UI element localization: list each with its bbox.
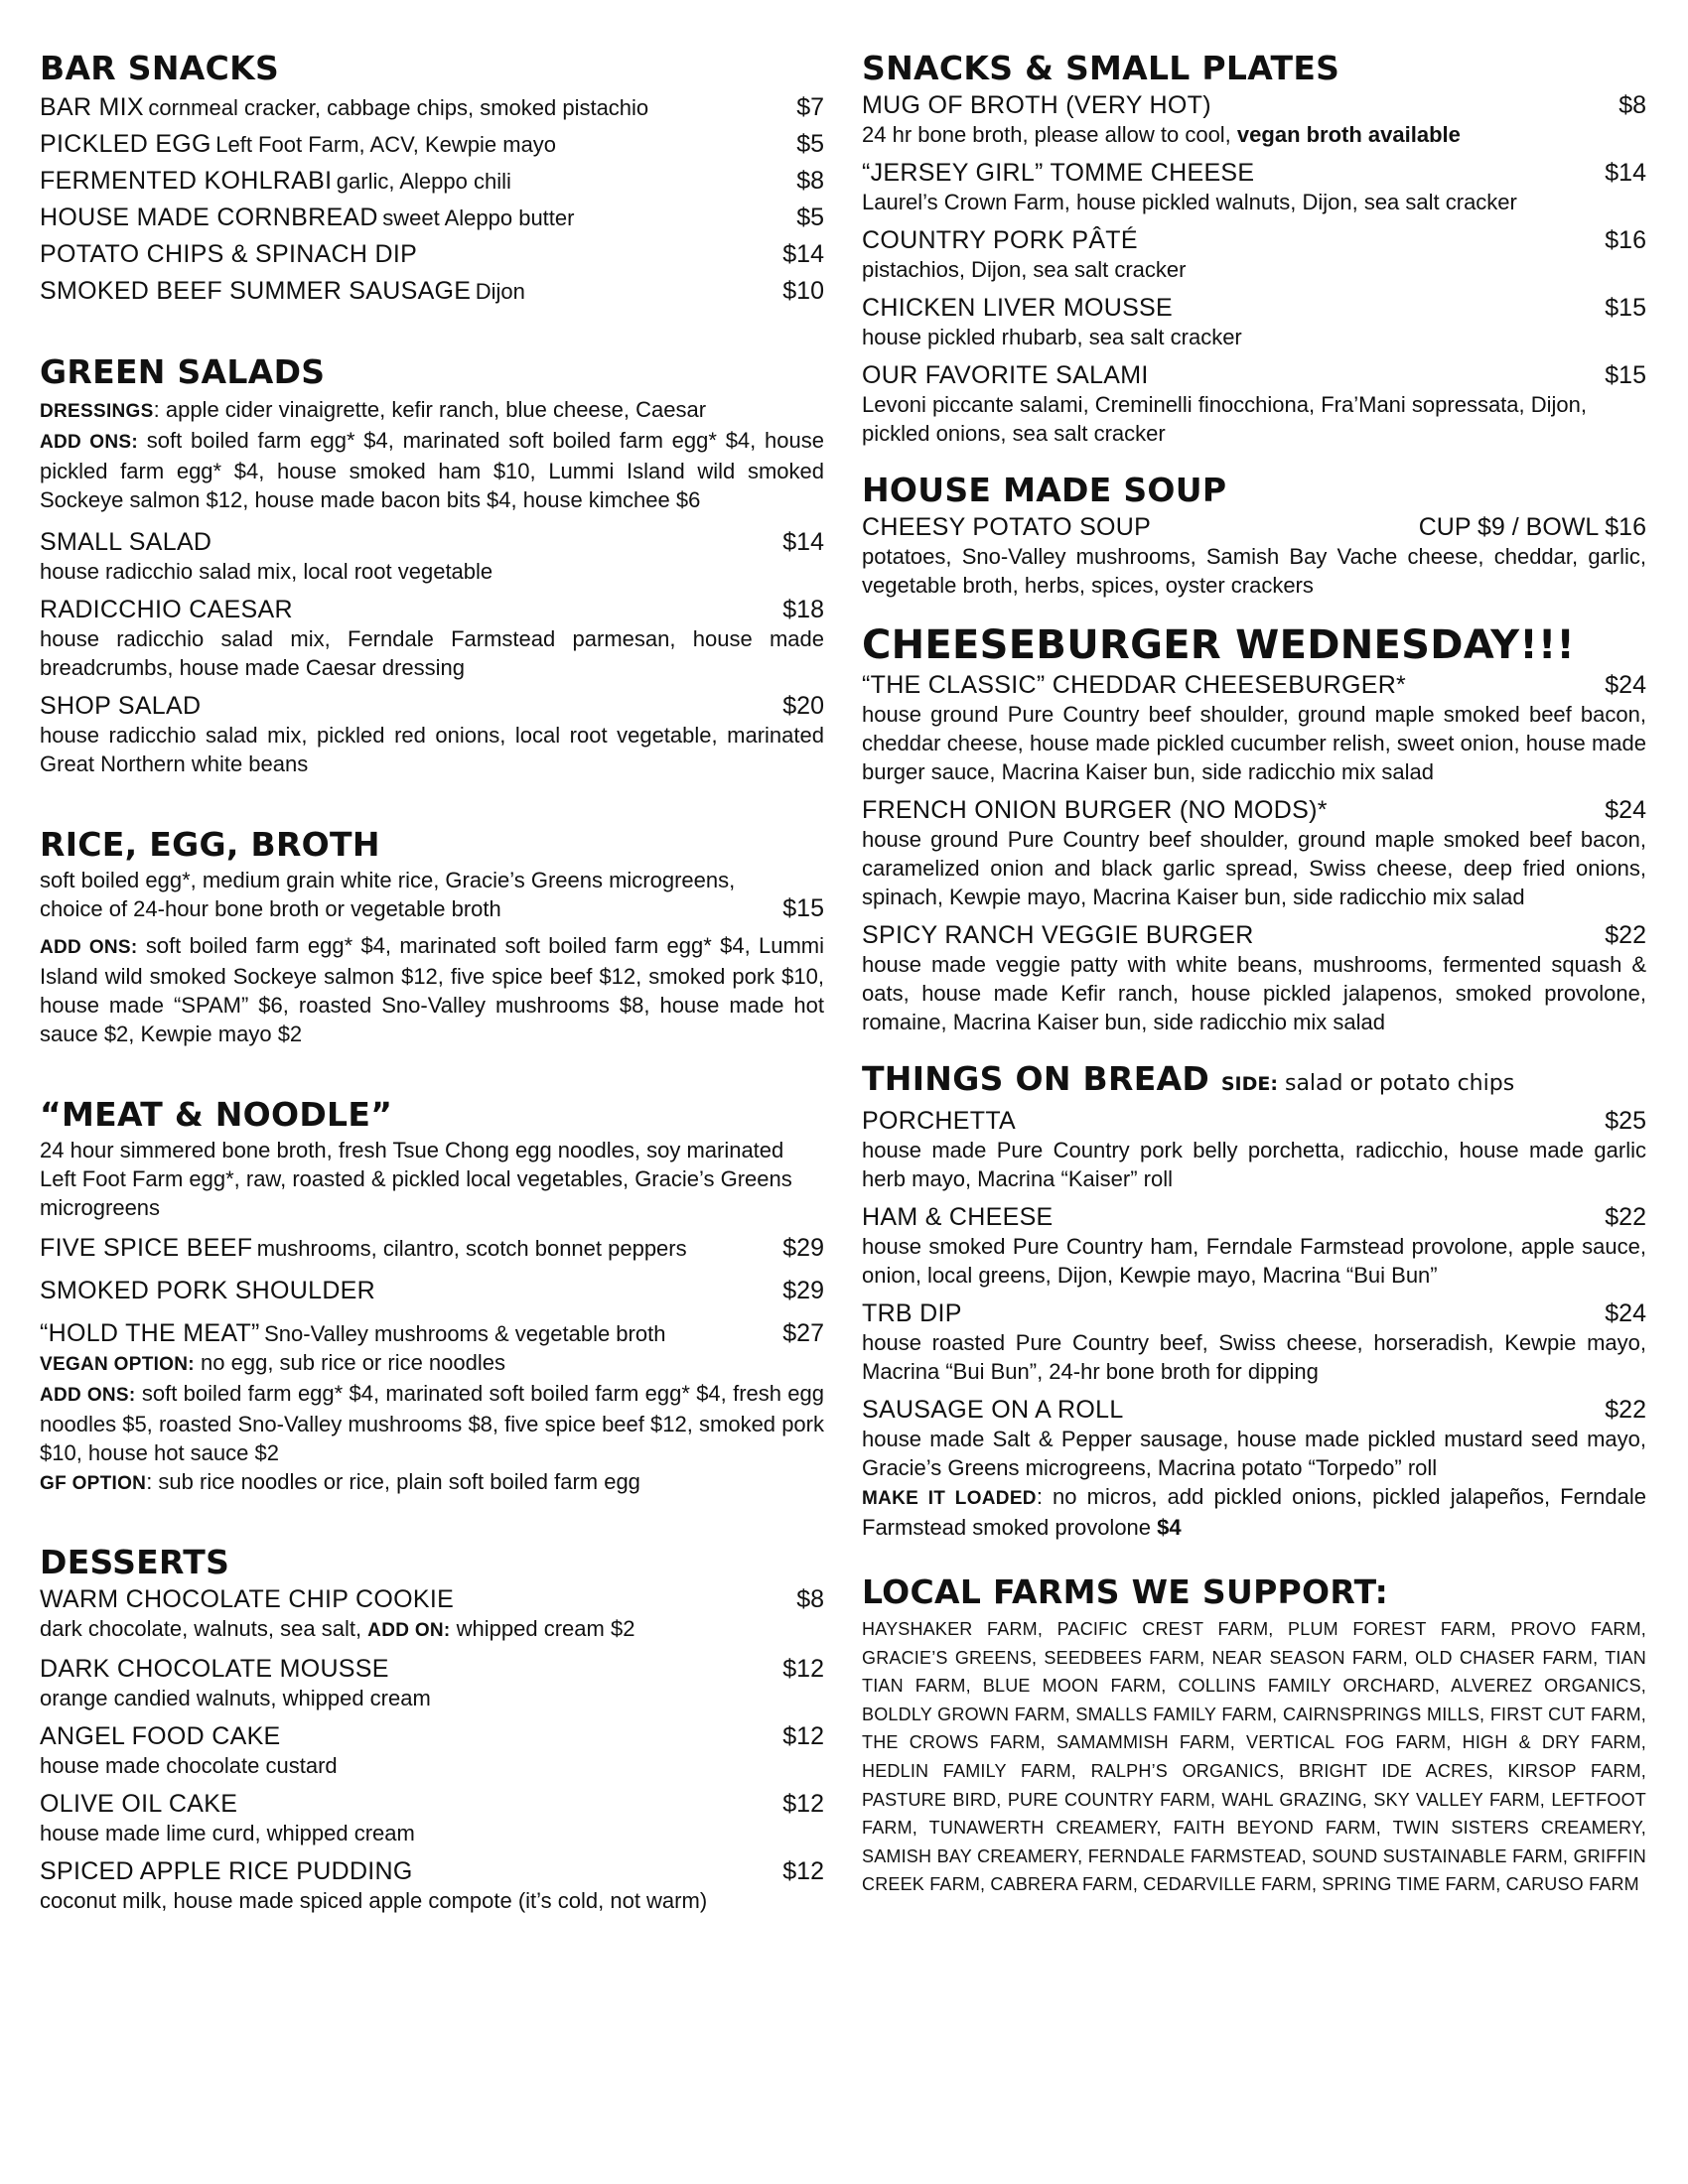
gf-label: GF OPTION [40,1473,147,1494]
item-desc: house made veggie patty with white beans, mushrooms, fermented squash & oats, house made Kefir ranch, house pickled jalapenos, smoked provolone, romaine, Macrina Kaiser bun, side radicchio mix salad [862,952,1646,1034]
item-desc: house made lime curd, whipped cream [40,1821,415,1845]
things-on-bread-heading [862,1058,1646,1105]
local-farms-heading [862,1571,1646,1613]
gf-text: : sub rice noodles or rice, plain soft boiled farm egg [146,1469,640,1494]
local-farms-title: LOCAL FARMS WE SUPPORT [862,1572,1375,1611]
menu-item [862,1107,1646,1193]
snacks-small-plates-section [862,48,1646,448]
menu-item [862,1299,1646,1386]
item-price: $12 [782,1790,824,1818]
meat-noodle-intro: 24 hour simmered bone broth, fresh Tsue Chong egg noodles, soy marinated Left Foot Farm egg*, raw, roasted & pickled local vegetables, Gracie’s Greens microgreens [40,1138,792,1220]
meat-noodle-addons [40,1379,824,1467]
menu-item [40,204,824,232]
item-desc: house pickled rhubarb, sea salt cracker [862,325,1242,349]
side-text: salad or potato chips [1277,1071,1515,1096]
item-price: $7 [796,93,824,121]
item-desc: cornmeal cracker, cabbage chips, smoked pistachio [148,95,649,120]
farms-list: HAYSHAKER FARM, PACIFIC CREST FARM, PLUM FOREST FARM, PROVO FARM, GRACIE’S GREENS, SEEDBEES FARM, NEAR SEASON FARM, OLD CHASER FARM, TIAN TIAN FARM, BLUE MOON FARM, COLLINS FAMILY ORCHARD, ALVEREZ ORGANICS, BOLDLY GROWN FARM, SMALLS FAMILY FARM, CAIRNSPRINGS MILLS, FIRST CUT FARM, THE CROWS FARM, SAMAMMISH FARM, VERTICAL FOG FARM, HIGH & DRY FARM, HEDLIN FAMILY FARM, RALPH’S ORGANICS, BRIGHT IDE ACRES, KIRSOP FARM, PASTURE BIRD, PURE COUNTRY FARM, WAHL GRAZING, SKY VALLEY FARM, LEFTFOOT FARM, TUNAWERTH CREAMERY, FAITH BEYOND FARM, TWIN SISTERS CREAMERY, SAMISH BAY CREAMERY, FERNDALE FARMSTEAD, SOUND SUSTAINABLE FARM, GRIFFIN CREEK FARM, CABRERA FARM, CEDARVILLE FARM, SPRING TIME FARM, CARUSO FARM [862,1619,1646,1895]
menu-item [862,294,1646,351]
item-desc [40,1614,824,1645]
item-name: OUR FAVORITE SALAMI [862,361,1149,389]
item-name: HAM & CHEESE [862,1203,1054,1231]
item-desc-text: dark chocolate, walnuts, sea salt, [40,1616,368,1641]
local-farms-colon: : [1374,1572,1389,1611]
item-name: BAR MIX [40,93,144,121]
menu-item [40,1234,824,1263]
item-price: $22 [1605,1203,1646,1231]
item-price: CUP $9 / BOWL $16 [1418,513,1646,541]
item-name: RADICCHIO CAESAR [40,596,293,623]
item-desc: mushrooms, cilantro, scotch bonnet peppers [256,1236,687,1261]
item-price: $14 [1605,159,1646,187]
menu-item [40,1319,824,1348]
item-name: ANGEL FOOD CAKE [40,1722,281,1750]
rice-egg-broth-section [40,824,824,1048]
menu-item [862,796,1646,911]
menu-item [40,1277,824,1305]
cheeseburger-title: CHEESEBURGER WEDNESDAY!!! [862,622,1576,668]
item-price: $15 [782,894,824,922]
item-desc: house radicchio salad mix, Ferndale Farmstead parmesan, house made breadcrumbs, house made Caesar dressing [40,626,824,680]
rice-desc-line2-row [40,894,824,923]
menu-item [862,91,1646,149]
menu-item [40,1790,824,1847]
addon-label: ADD ON: [367,1620,451,1641]
item-name: SAUSAGE ON A ROLL [862,1396,1124,1424]
item-desc: coconut milk, house made spiced apple compote (it’s cold, not warm) [40,1888,708,1913]
item-desc: house radicchio salad mix, pickled red onions, local root vegetable, marinated Great Northern white beans [40,723,824,776]
item-name: WARM CHOCOLATE CHIP COOKIE [40,1585,455,1613]
left-column [40,48,824,1915]
menu-item [862,1396,1646,1482]
item-desc-bold: vegan broth available [1236,122,1461,147]
menu-item [40,167,824,196]
menu-item [40,692,824,778]
item-desc: house roasted Pure Country beef, Swiss cheese, horseradish, Kewpie mayo, Macrina “Bui Bun”, 24-hr bone broth for dipping [862,1330,1646,1384]
item-price: $27 [782,1319,824,1347]
item-desc: house ground Pure Country beef shoulder, ground maple smoked beef bacon, caramelized onion and black garlic spread, Swiss cheese, deep fried onions, spinach, Kewpie mayo, Macrina Kaiser bun, side radicchio mix salad [862,827,1646,909]
item-price: $12 [782,1655,824,1683]
item-name: FRENCH ONION BURGER (NO MODS)* [862,796,1328,824]
item-price: $24 [1605,796,1646,824]
gf-option [40,1467,824,1498]
menu-item [40,1585,824,1645]
menu-item [40,1857,824,1915]
item-desc: orange candied walnuts, whipped cream [40,1686,431,1710]
item-price: $18 [782,596,824,623]
item-name: DARK CHOCOLATE MOUSSE [40,1655,389,1683]
vegan-text: no egg, sub rice or rice noodles [194,1350,505,1375]
menu-item [40,528,824,586]
item-price: $16 [1605,226,1646,254]
menu-item [862,226,1646,284]
item-name: SMALL SALAD [40,528,212,556]
item-price: $22 [1605,921,1646,949]
rice-addons [40,931,824,1048]
item-price: $24 [1605,671,1646,699]
item-price: $10 [782,277,824,305]
make-it-loaded [862,1482,1646,1542]
snacks-small-plates-title: SNACKS & SMALL PLATES [862,49,1340,87]
item-desc [862,120,1646,149]
item-price: $5 [796,204,824,231]
dressings-text: : apple cider vinaigrette, kefir ranch, blue cheese, Caesar [153,397,707,422]
addon-text: whipped cream $2 [450,1616,635,1641]
item-price: $8 [796,167,824,195]
item-name: PORCHETTA [862,1107,1017,1135]
rice-desc-line1: soft boiled egg*, medium grain white rice, Gracie’s Greens microgreens, [40,868,736,892]
desserts-title: DESSERTS [40,1543,230,1581]
item-name: TRB DIP [862,1299,962,1327]
item-desc: Dijon [475,279,525,304]
item-name: CHICKEN LIVER MOUSSE [862,294,1174,322]
dressings-label: DRESSINGS [40,401,154,422]
item-name: “JERSEY GIRL” TOMME CHEESE [862,159,1255,187]
item-price: $12 [782,1722,824,1750]
menu-item [862,671,1646,786]
menu-item [862,921,1646,1036]
meat-noodle-title: “MEAT & NOODLE” [40,1095,393,1134]
loaded-text: : no micros, add pickled onions, pickled jalapeños, Ferndale Farmstead smoked provolone [862,1484,1646,1540]
item-name: FERMENTED KOHLRABI [40,167,333,195]
item-price: $5 [796,130,824,158]
item-name: COUNTRY PORK PÂTÉ [862,226,1138,254]
item-name: CHEESY POTATO SOUP [862,513,1152,541]
item-price: $22 [1605,1396,1646,1424]
loaded-price: $4 [1157,1515,1182,1540]
item-desc: house radicchio salad mix, local root vegetable [40,559,493,584]
item-price: $29 [782,1277,824,1304]
item-name: OLIVE OIL CAKE [40,1790,238,1818]
vegan-option [40,1348,824,1379]
item-name: SPICED APPLE RICE PUDDING [40,1857,413,1885]
item-desc: Levoni piccante salami, Creminelli finocchiona, Fra’Mani sopressata, Dijon, pickled onions, sea salt cracker [862,392,1587,446]
item-desc: potatoes, Sno-Valley mushrooms, Samish Bay Vache cheese, cheddar, garlic, vegetable broth, herbs, spices, oyster crackers [862,544,1646,598]
item-desc: Sno-Valley mushrooms & vegetable broth [264,1321,666,1346]
salad-addons [40,426,824,514]
item-price: $24 [1605,1299,1646,1327]
item-desc: house smoked Pure Country ham, Ferndale Farmstead provolone, apple sauce, onion, local greens, Dijon, Kewpie mayo, Macrina “Bui Bun” [862,1234,1646,1288]
menu-item [862,1203,1646,1290]
things-on-bread-section [862,1058,1646,1542]
rice-egg-broth-title: RICE, EGG, BROTH [40,825,380,864]
item-name: “HOLD THE MEAT” [40,1319,260,1347]
rice-desc-line2: choice of 24-hour bone broth or vegetable broth [40,896,501,921]
item-price: $15 [1605,361,1646,389]
item-price: $14 [782,528,824,556]
menu-item [862,159,1646,216]
bar-snacks-section [40,48,824,306]
item-name: “THE CLASSIC” CHEDDAR CHEESEBURGER* [862,671,1407,699]
menu-item [862,361,1646,448]
addons-text: soft boiled farm egg* $4, marinated soft boiled farm egg* $4, Lummi Island wild smoked Sockeye salmon $12, five spice beef $12, smoked pork $10, house made “SPAM” $6, roasted Sno-Valley mushrooms $8, house made hot sauce $2, Kewpie mayo $2 [40,933,824,1046]
bar-snacks-title: BAR SNACKS [40,49,280,87]
item-name: SMOKED PORK SHOULDER [40,1277,376,1304]
menu-item [40,130,824,159]
item-desc: house made Pure Country pork belly porchetta, radicchio, house made garlic herb mayo, Macrina “Kaiser” roll [862,1138,1646,1191]
dressings-line [40,395,824,426]
cheeseburger-section [862,621,1646,1036]
item-name: MUG OF BROTH (VERY HOT) [862,91,1211,119]
meat-noodle-section [40,1094,824,1498]
menu-item [40,240,824,269]
item-price: $29 [782,1234,824,1262]
item-name: SHOP SALAD [40,692,202,720]
soup-title: HOUSE MADE SOUP [862,471,1227,509]
item-price: $14 [782,240,824,268]
desserts-section [40,1542,824,1915]
item-name: PICKLED EGG [40,130,211,158]
menu-item [40,277,824,306]
side-label: SIDE: [1220,1073,1278,1095]
menu-item [40,93,824,122]
addons-text: soft boiled farm egg* $4, marinated soft boiled farm egg* $4, fresh egg noodles $5, roasted Sno-Valley mushrooms $8, five spice beef $12, smoked pork $10, house hot sauce $2 [40,1381,825,1465]
item-price: $8 [796,1585,824,1613]
bar-snacks-list [40,93,824,306]
item-price: $15 [1605,294,1646,322]
addons-text: soft boiled farm egg* $4, marinated soft boiled farm egg* $4, house pickled farm egg* $4, house smoked ham $10, Lummi Island wild smoked Sockeye salmon $12, house made bacon bits $4, house kimchee $6 [40,428,824,512]
green-salads-section [40,351,824,778]
item-price: $8 [1618,91,1646,119]
addons-label: ADD ONS: [40,937,138,958]
soup-section [862,470,1646,600]
menu-item [40,1655,824,1712]
item-desc: house made Salt & Pepper sausage, house made pickled mustard seed mayo, Gracie’s Greens microgreens, Macrina potato “Torpedo” roll [862,1427,1646,1480]
side-note [1221,1071,1514,1096]
item-desc: garlic, Aleppo chili [336,169,511,194]
item-price: $25 [1605,1107,1646,1135]
item-desc: sweet Aleppo butter [382,205,575,230]
menu-item [40,1722,824,1780]
item-desc: Laurel’s Crown Farm, house pickled walnuts, Dijon, sea salt cracker [862,190,1517,214]
addons-label: ADD ONS: [40,1385,136,1406]
things-on-bread-title: THINGS ON BREAD [862,1059,1210,1098]
right-column [862,48,1646,1899]
item-desc: house ground Pure Country beef shoulder, ground maple smoked beef bacon, cheddar cheese, house made pickled cucumber relish, sweet onion, house made burger sauce, Macrina Kaiser bun, side radicchio mix salad [862,702,1646,784]
vegan-label: VEGAN OPTION: [40,1354,195,1375]
item-name: HOUSE MADE CORNBREAD [40,204,378,231]
loaded-label: MAKE IT LOADED [862,1488,1037,1509]
item-desc: pistachios, Dijon, sea salt cracker [862,257,1187,282]
item-name: POTATO CHIPS & SPINACH DIP [40,240,418,268]
item-price: $12 [782,1857,824,1885]
menu-item [40,596,824,682]
local-farms-section [862,1571,1646,1899]
item-desc: Left Foot Farm, ACV, Kewpie mayo [215,132,557,157]
item-desc: house made chocolate custard [40,1753,338,1778]
item-desc-text: 24 hr bone broth, please allow to cool, [862,122,1237,147]
addons-label: ADD ONS: [40,432,138,453]
item-name: SMOKED BEEF SUMMER SAUSAGE [40,277,472,305]
item-name: FIVE SPICE BEEF [40,1234,253,1262]
green-salads-title: GREEN SALADS [40,352,326,391]
item-price: $20 [782,692,824,720]
item-name: SPICY RANCH VEGGIE BURGER [862,921,1254,949]
menu-item [862,513,1646,600]
